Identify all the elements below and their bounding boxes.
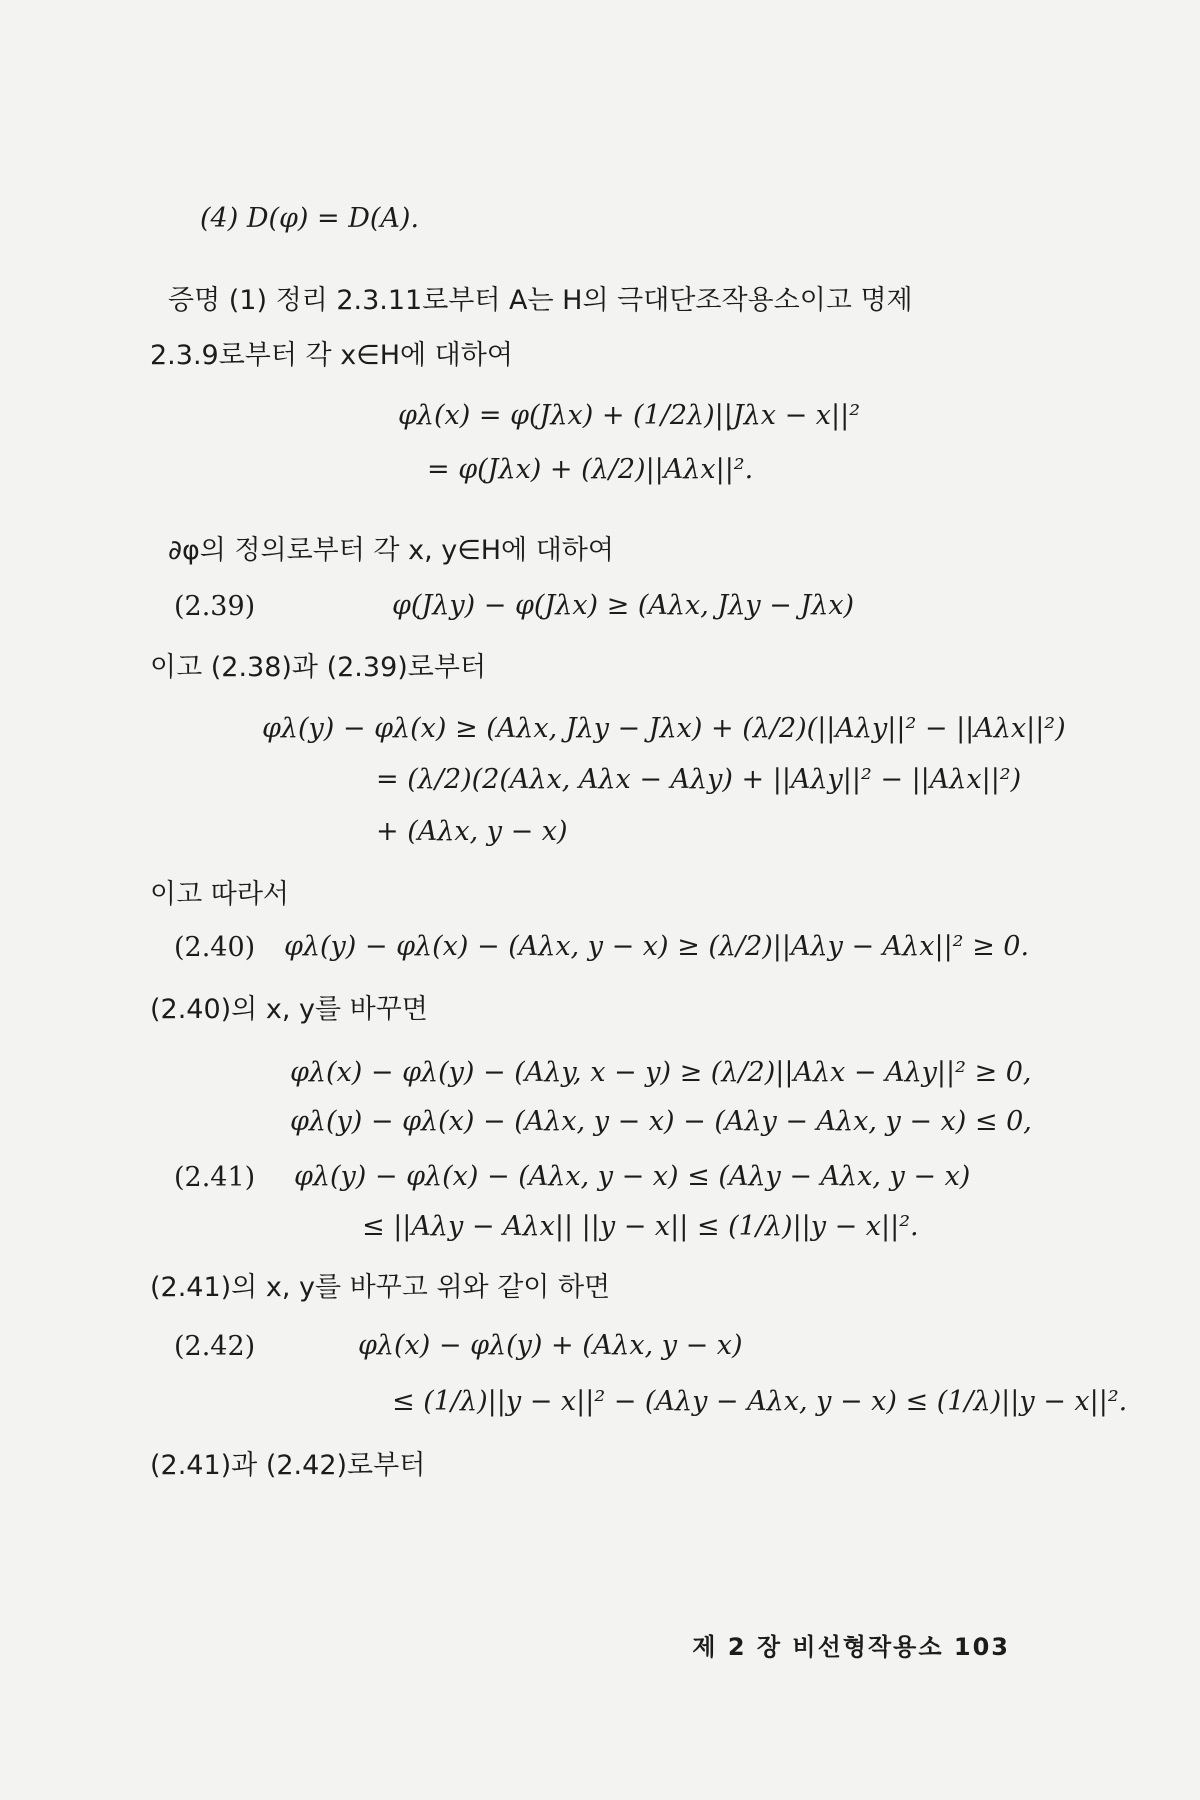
running-footer: 제 2 장 비선형작용소 103 <box>692 1633 1010 1661</box>
equation-2-41-line2: ≤ ||Aλy − Aλx|| ||y − x|| ≤ (1/λ)||y − x||². <box>362 1211 919 1242</box>
equation-phi-lambda-1: φλ(x) = φ(Jλx) + (1/2λ)||Jλx − x||² <box>398 400 861 431</box>
equation-phi-lambda-2: = φ(Jλx) + (λ/2)||Aλx||². <box>427 454 754 485</box>
equation-block2-line2: φλ(y) − φλ(x) − (Aλx, y − x) − (Aλy − Aλx, y − x) ≤ 0, <box>290 1106 1032 1137</box>
text-from-238-239: 이고 (2.38)과 (2.39)로부터 <box>150 652 487 683</box>
proof-line-2: 2.3.9로부터 각 x∈H에 대하여 <box>150 340 513 371</box>
text-swap-xy: (2.40)의 x, y를 바꾸면 <box>150 994 428 1025</box>
equation-2-41-line1: φλ(y) − φλ(x) − (Aλx, y − x) ≤ (Aλy − Aλx, y − x) <box>294 1161 971 1192</box>
equation-2-42-line2: ≤ (1/λ)||y − x||² − (Aλy − Aλx, y − x) ≤ (1/λ)||y − x||². <box>392 1386 1128 1417</box>
text-thus: 이고 따라서 <box>150 879 289 910</box>
proof-line-1: 증명 (1) 정리 2.3.11로부터 A는 H의 극대단조작용소이고 명제 <box>168 285 913 316</box>
equation-label-2-42: (2.42) <box>174 1331 256 1362</box>
text-swap-xy-2: (2.41)의 x, y를 바꾸고 위와 같이 하면 <box>150 1272 611 1303</box>
equation-label-2-39: (2.39) <box>174 591 256 622</box>
equation-label-2-41: (2.41) <box>174 1162 256 1193</box>
equation-block2-line1: φλ(x) − φλ(y) − (Aλy, x − y) ≥ (λ/2)||Aλx − Aλy||² ≥ 0, <box>290 1057 1032 1088</box>
equation-2-40: φλ(y) − φλ(x) − (Aλx, y − x) ≥ (λ/2)||Aλy − Aλx||² ≥ 0. <box>284 931 1030 962</box>
text-end: (2.41)과 (2.42)로부터 <box>150 1450 426 1481</box>
equation-label-2-40: (2.40) <box>174 932 256 963</box>
equation-2-42-line1: φλ(x) − φλ(y) + (Aλx, y − x) <box>358 1330 743 1361</box>
equation-block1-line3: + (Aλx, y − x) <box>376 816 568 847</box>
equation-2-39: φ(Jλy) − φ(Jλx) ≥ (Aλx, Jλy − Jλx) <box>392 590 855 621</box>
equation-block1-line2: = (λ/2)(2(Aλx, Aλx − Aλy) + ||Aλy||² − ||Aλx||²) <box>376 764 1022 795</box>
text-subdifferential: ∂φ의 정의로부터 각 x, y∈H에 대하여 <box>168 535 614 566</box>
item-4: (4) D(φ) = D(A). <box>200 203 420 234</box>
equation-block1-line1: φλ(y) − φλ(x) ≥ (Aλx, Jλy − Jλx) + (λ/2)(||Aλy||² − ||Aλx||²) <box>262 713 1066 744</box>
